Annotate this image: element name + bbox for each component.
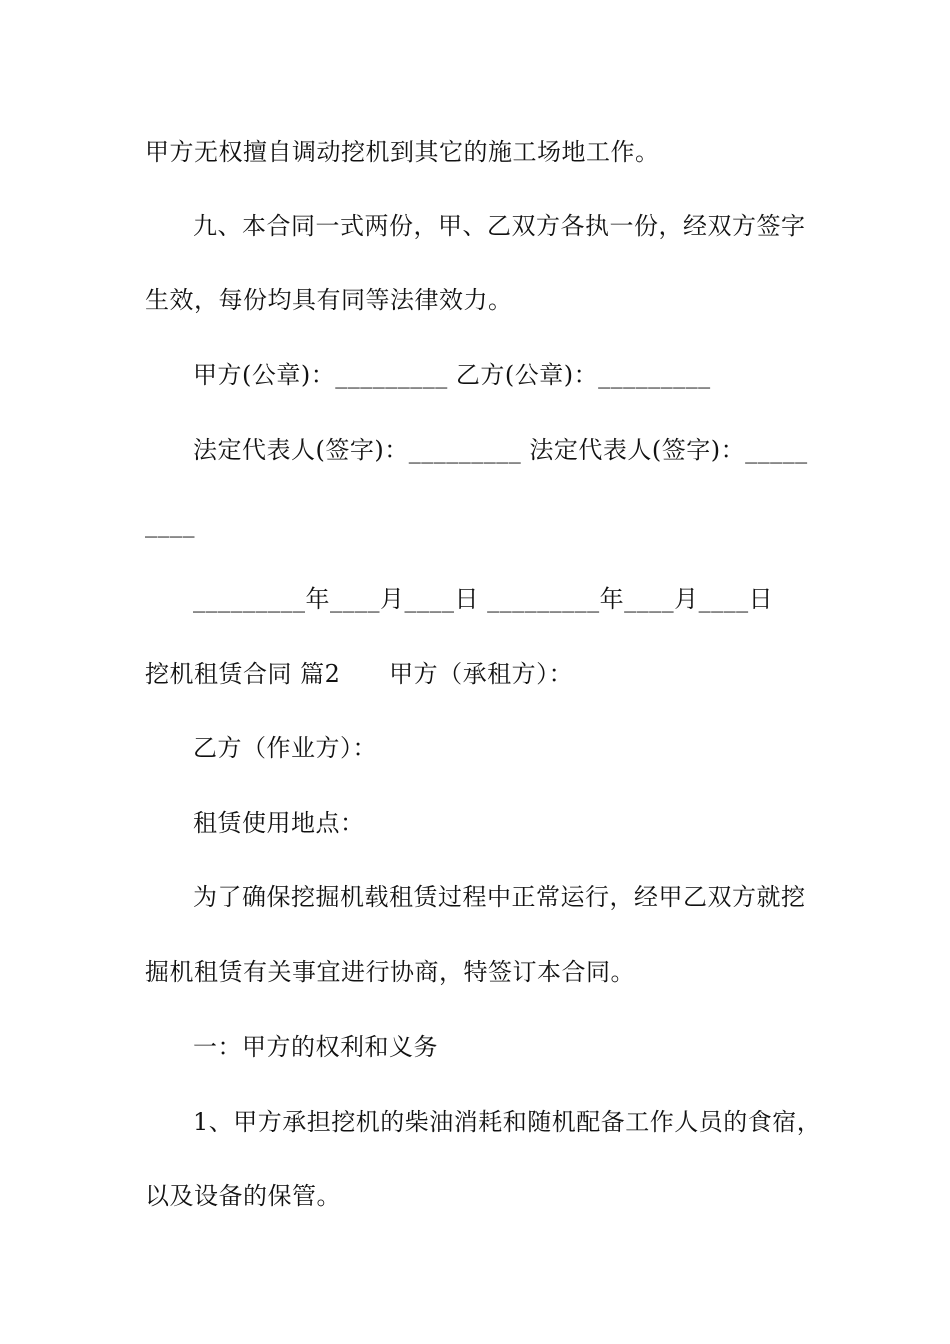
text-line-11: 为了确保挖掘机载租赁过程中正常运行，经甲乙双方就挖 xyxy=(193,883,806,911)
clause-heading-line: 一：甲方的权利和义务 xyxy=(193,1033,438,1061)
text-line-15: 以及设备的保管。 xyxy=(145,1182,341,1210)
text-line-1: 甲方无权擅自调动挖机到其它的施工场地工作。 xyxy=(145,138,660,166)
text-line-12: 掘机租赁有关事宜进行协商，特签订本合同。 xyxy=(145,958,635,986)
party-b-line: 乙方（作业方）： xyxy=(193,734,377,762)
text-line-14: 1、甲方承担挖机的柴油消耗和随机配备工作人员的食宿， xyxy=(193,1108,822,1136)
text-line-2: 九、本合同一式两份，甲、乙双方各执一份，经双方签字 xyxy=(193,212,806,240)
signature-representative-line: 法定代表人(签字)：_________ 法定代表人(签字)：_____ xyxy=(193,436,808,464)
location-line: 租赁使用地点： xyxy=(193,809,365,837)
signature-continuation-line: ____ xyxy=(145,510,195,538)
date-line: _________年____月____日 _________年____月____日 xyxy=(193,585,774,613)
signature-seal-line: 甲方(公章)：_________ 乙方(公章)：_________ xyxy=(193,361,711,389)
text-line-3: 生效，每份均具有同等法律效力。 xyxy=(145,286,513,314)
section-title-line: 挖机租赁合同 篇2 甲方（承租方）： xyxy=(145,660,574,688)
